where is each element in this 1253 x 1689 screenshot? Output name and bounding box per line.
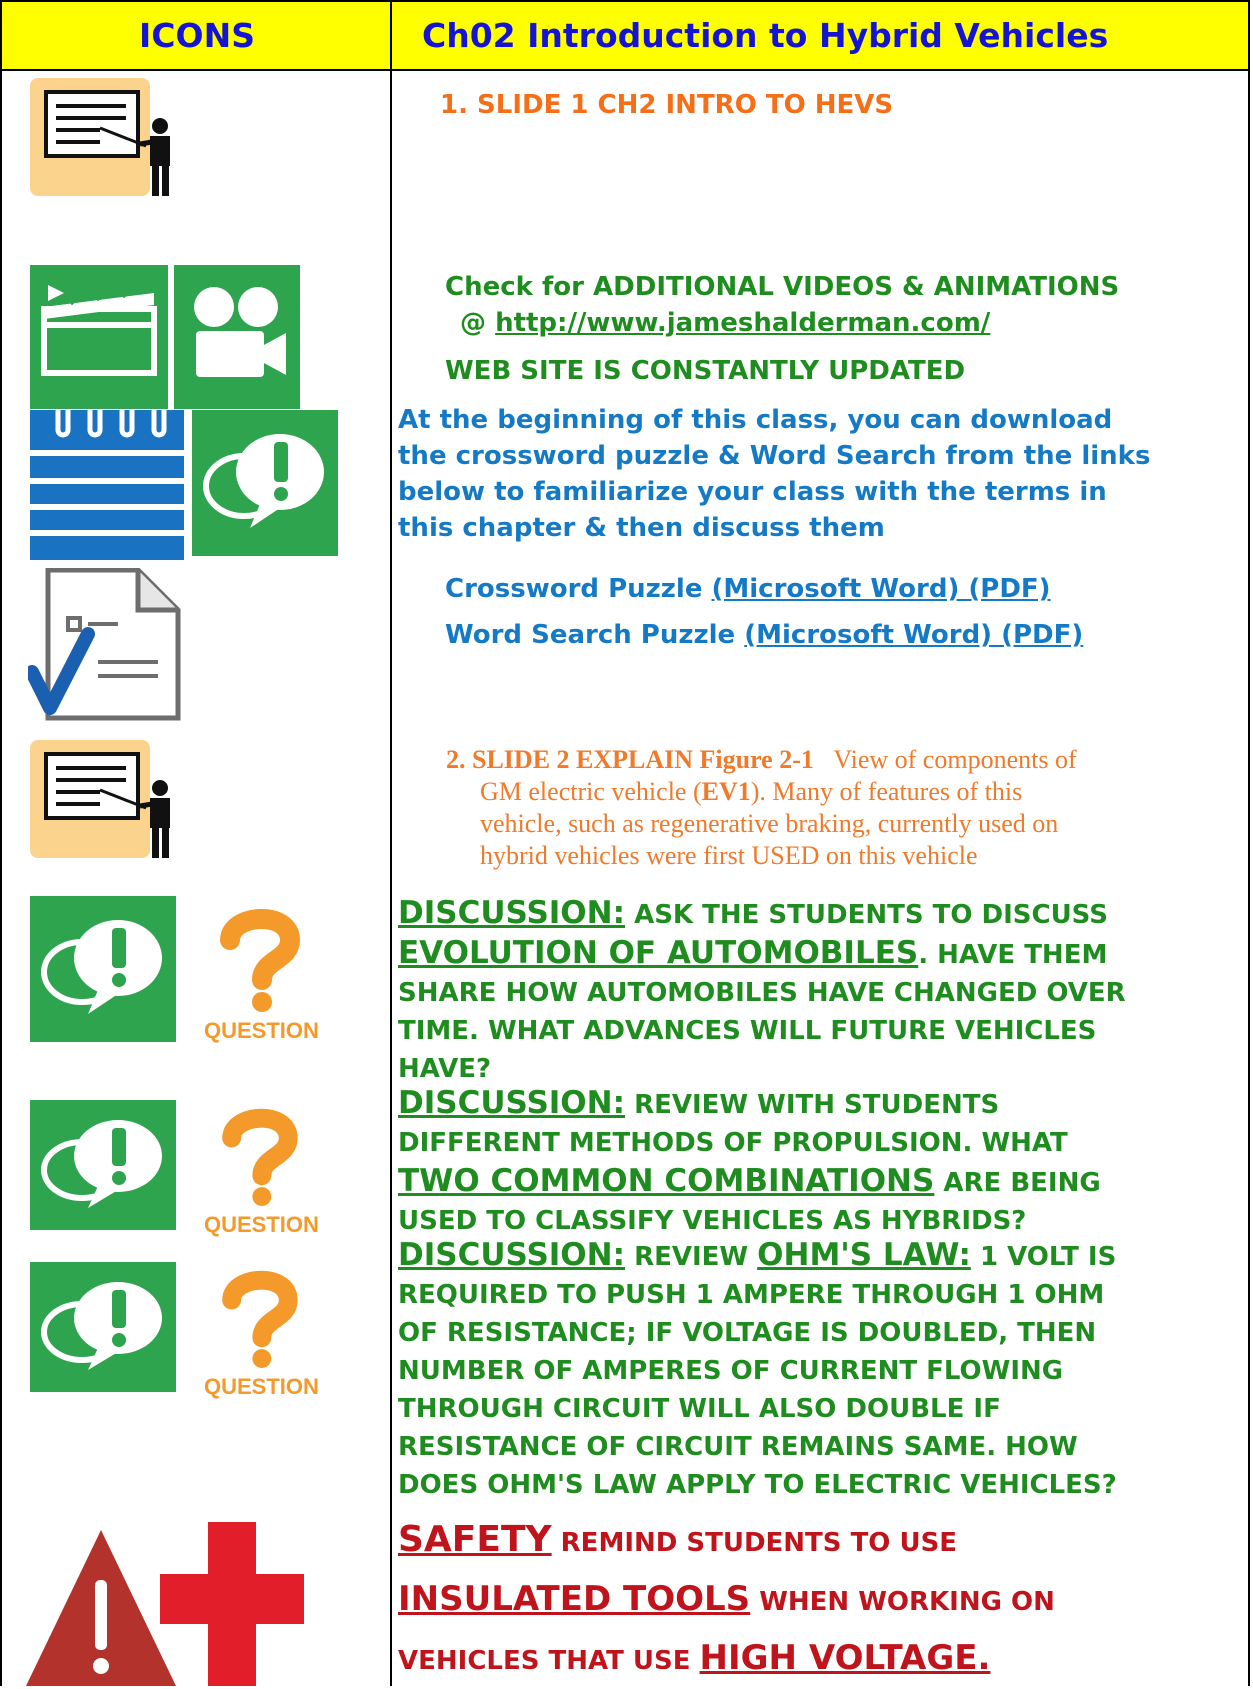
discussion-3-line: DOES OHM'S LAW APPLY TO ELECTRIC VEHICLES?	[398, 1470, 1117, 1500]
discussion-1-line: TIME. WHAT ADVANCES WILL FUTURE VEHICLES	[398, 1016, 1097, 1046]
safety-note	[398, 1512, 1055, 1689]
discussion-1	[398, 894, 1126, 1088]
slide-2-block	[446, 744, 1077, 872]
discussion-text: ASK THE STUDENTS TO DISCUSS	[625, 900, 1108, 930]
slide-1-heading: 1. SLIDE 1 CH2 INTRO TO HEVS	[440, 90, 894, 120]
discussion-icon	[192, 410, 338, 556]
additional-videos-text: Check for ADDITIONAL VIDEOS & ANIMATIONS	[445, 272, 1120, 302]
wordsearch-links[interactable]: (Microsoft Word) (PDF)	[744, 620, 1084, 650]
safety-keyword: HIGH VOLTAGE.	[699, 1638, 991, 1678]
safety-label: SAFETY	[398, 1519, 552, 1560]
discussion-text: 1 VOLT IS	[970, 1242, 1117, 1272]
discussion-1-line	[398, 894, 1126, 934]
safety-keyword: INSULATED TOOLS	[398, 1579, 751, 1619]
intro-paragraph	[398, 402, 1150, 546]
slide-2-line-1	[446, 744, 1077, 776]
discussion-icon	[30, 1100, 176, 1230]
warning-icon	[26, 1530, 176, 1686]
discussion-3-line: REQUIRED TO PUSH 1 AMPERE THROUGH 1 OHM	[398, 1280, 1105, 1310]
question-mark-icon	[204, 906, 314, 1012]
discussion-2	[398, 1084, 1101, 1240]
discussion-1-line: SHARE HOW AUTOMOBILES HAVE CHANGED OVER	[398, 978, 1126, 1008]
safety-text: WHEN WORKING ON	[750, 1587, 1055, 1617]
intro-line: below to familiarize your class with the terms in	[398, 477, 1107, 507]
slide-2-line-4: hybrid vehicles were first USED on this vehicle	[480, 841, 978, 870]
slide-2-ev1: EV1	[701, 777, 751, 806]
slide-2-text: View of components of	[833, 745, 1077, 774]
slide-2-line-3: vehicle, such as regenerative braking, currently used on	[480, 809, 1059, 838]
discussion-3-line: NUMBER OF AMPERES OF CURRENT FLOWING	[398, 1356, 1064, 1386]
question-icon	[204, 1268, 319, 1399]
videos-link-line	[460, 308, 990, 338]
safety-line	[398, 1512, 1055, 1571]
worksheet-check-icon	[28, 568, 184, 722]
discussion-icon	[30, 1262, 176, 1392]
question-mark-icon	[204, 1268, 314, 1368]
first-aid-cross-icon	[160, 1522, 304, 1686]
crossword-links[interactable]: (Microsoft Word) (PDF)	[711, 574, 1051, 604]
discussion-3-line	[398, 1236, 1117, 1276]
safety-line	[398, 1630, 1055, 1689]
discussion-label: DISCUSSION:	[398, 1085, 626, 1121]
question-mark-icon	[204, 1106, 314, 1206]
slide-2-lead: 2. SLIDE 2 EXPLAIN Figure 2-1	[446, 745, 814, 774]
question-icon	[204, 1106, 319, 1237]
discussion-text: REVIEW WITH STUDENTS	[625, 1090, 1000, 1120]
discussion-label: DISCUSSION:	[398, 895, 626, 931]
discussion-2-line: USED TO CLASSIFY VEHICLES AS HYBRIDS?	[398, 1206, 1027, 1236]
jameshalderman-link[interactable]: http://www.jameshalderman.com/	[495, 308, 991, 338]
presentation-icon	[30, 78, 182, 196]
video-camera-icon	[174, 265, 300, 409]
chapter-title: Ch02 Introduction to Hybrid Vehicles	[422, 16, 1109, 55]
question-label: QUESTION	[204, 1212, 319, 1237]
question-icon	[204, 906, 319, 1043]
discussion-2-line: DIFFERENT METHODS OF PROPULSION. WHAT	[398, 1128, 1068, 1158]
discussion-text: ARE BEING	[934, 1168, 1101, 1198]
discussion-3	[398, 1236, 1117, 1504]
discussion-label: DISCUSSION:	[398, 1237, 626, 1273]
discussion-3-line: THROUGH CIRCUIT WILL ALSO DOUBLE IF	[398, 1394, 1001, 1424]
video-clapper-icon	[30, 265, 168, 409]
discussion-keyword: TWO COMMON COMBINATIONS	[398, 1163, 935, 1199]
question-label: QUESTION	[204, 1018, 319, 1043]
discussion-keyword: OHM'S LAW:	[757, 1237, 971, 1273]
table-header	[0, 0, 1250, 71]
intro-line: the crossword puzzle & Word Search from the links	[398, 441, 1151, 471]
discussion-keyword: EVOLUTION OF AUTOMOBILES	[398, 935, 919, 971]
icons-column-header: ICONS	[139, 16, 255, 55]
slide-2-line-2	[446, 776, 1077, 808]
discussion-3-line: RESISTANCE OF CIRCUIT REMAINS SAME. HOW	[398, 1432, 1078, 1462]
discussion-2-line	[398, 1084, 1101, 1124]
discussion-1-line: HAVE?	[398, 1054, 492, 1084]
crossword-label: Crossword Puzzle	[445, 574, 712, 604]
presentation-icon	[30, 740, 182, 858]
safety-line	[398, 1571, 1055, 1630]
website-updated-text: WEB SITE IS CONSTANTLY UPDATED	[445, 356, 966, 386]
intro-line: this chapter & then discuss them	[398, 513, 885, 543]
discussion-text: . HAVE THEM	[918, 940, 1108, 970]
discussion-icon	[30, 896, 176, 1042]
intro-line: At the beginning of this class, you can download	[398, 405, 1113, 435]
discussion-3-line: OF RESISTANCE; IF VOLTAGE IS DOUBLED, THEN	[398, 1318, 1097, 1348]
discussion-2-line	[398, 1162, 1101, 1202]
crossword-row	[445, 574, 1051, 604]
safety-text: REMIND STUDENTS TO USE	[551, 1528, 958, 1558]
question-label: QUESTION	[204, 1374, 319, 1399]
notepad-icon	[30, 410, 184, 560]
discussion-text: REVIEW	[625, 1242, 758, 1272]
videos-at: @	[460, 308, 496, 338]
wordsearch-row	[445, 620, 1083, 650]
wordsearch-label: Word Search Puzzle	[445, 620, 745, 650]
discussion-1-line	[398, 934, 1126, 974]
slide-2-text: ). Many of features of this	[750, 777, 1023, 806]
safety-text: VEHICLES THAT USE	[398, 1646, 700, 1676]
slide-2-text: GM electric vehicle (	[480, 777, 702, 806]
